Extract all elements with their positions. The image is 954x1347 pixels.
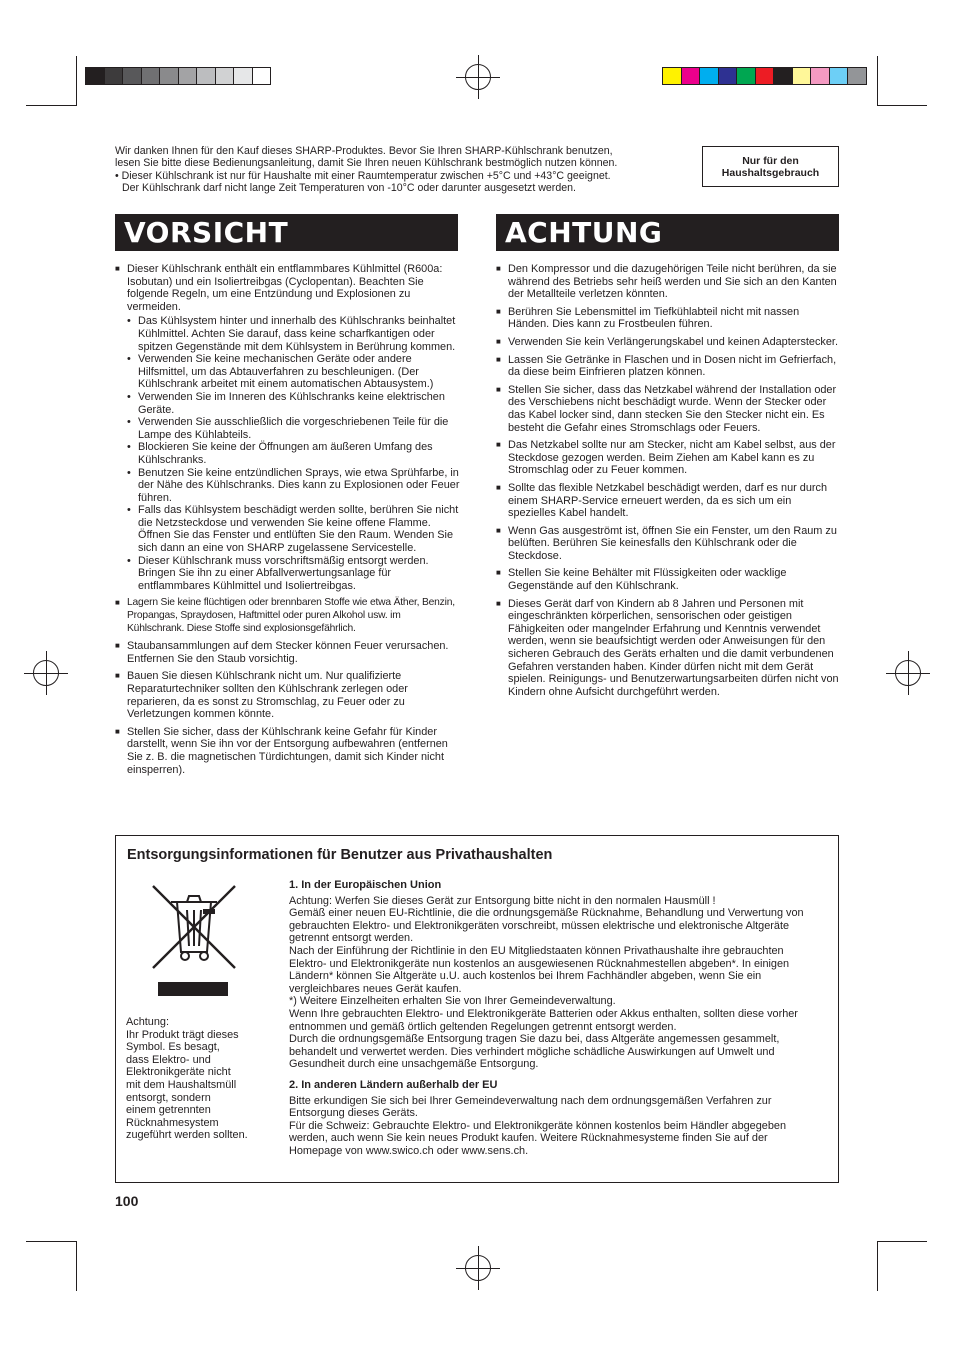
refrigerant-rule: • Benutzen Sie keine entzündlichen Sprays, wie etwa Sprühfarbe, in der Nähe des Kühlschranks. Dies kann zu Explosionen oder Feuer führen.	[127, 467, 460, 505]
symbol-text-line: einem getrennten	[126, 1104, 211, 1117]
color-swatch	[718, 67, 738, 85]
vorsicht-item-dust: ■ Staubansammlungen auf dem Stecker können Feuer verursachen. Entfernen Sie den Staub vorsichtig.	[115, 640, 460, 665]
symbol-text-line: Rücknahmesystem	[126, 1116, 219, 1129]
symbol-text-line: entsorgt, sondern	[126, 1091, 211, 1104]
achtung-item: ■ Berühren Sie Lebensmittel im Tiefkühlabteil nicht mit nassen Händen. Dies kann zu Frostbeulen führen.	[496, 306, 841, 331]
eu-paragraph: Wenn Ihre gebrauchten Elektro- und Elektronikgeräte Batterien oder Akkus enthalten, sollten diese vorher entnommen und gemäß örtlich geltenden Regelungen getrennt entsorgt werden.	[289, 1007, 798, 1033]
vorsicht-item-modify: ■ Bauen Sie diesen Kühlschrank nicht um. Nur qualifizierte Reparaturtechniker sollten den Kühlschrank zerlegen oder reparieren, da es sonst zu Stromschlag, zu Feuer oder zu Verletzungen kommen könnte.	[115, 670, 460, 720]
symbol-explanation	[126, 1016, 281, 1142]
achtung-item: ■ Sollte das flexible Netzkabel beschädigt werden, darf es nur durch einem SHARP-Service erneuert werden, da es sich um ein spezielles Kabel handelt.	[496, 482, 841, 520]
achtung-banner: ACHTUNG	[496, 214, 839, 251]
color-swatch	[215, 67, 235, 85]
color-swatch	[736, 67, 756, 85]
vorsicht-column	[115, 263, 460, 781]
disposal-title: Entsorgungsinformationen für Benutzer aus Privathaushalten	[127, 847, 553, 863]
eu-paragraph: Nach der Einführung der Richtlinie in den EU Mitgliedstaaten können Privathaushalte ihre gebrauchten Elektro- und Elektronikgeräte nun kostenlos an ausgewiesenen Rücknahmestellen abgeben*. In einigen Ländern* können Sie Altgeräte u.U. auch kostenlos bei Ihrem Fachhändler abgeben, wenn Sie ein vergleichbares neues Gerät kaufen.	[289, 944, 790, 995]
color-swatch	[159, 67, 179, 85]
page-number: 100	[115, 1193, 139, 1209]
symbol-text-line: Elektronikgeräte nicht	[126, 1066, 231, 1079]
symbol-text-line: Ihr Produkt trägt dieses	[126, 1028, 239, 1041]
intro-line-1: Wir danken Ihnen für den Kauf dieses SHARP-Produktes. Bevor Sie Ihren SHARP-Kühlschrank benutzen,	[115, 145, 613, 157]
color-swatch	[85, 67, 105, 85]
registration-mark-left	[33, 660, 59, 686]
other-countries-heading: 2. In anderen Ländern außerhalb der EU	[289, 1078, 498, 1091]
registration-mark-bottom	[465, 1255, 491, 1281]
eu-paragraph: Durch die ordnungsgemäße Entsorgung tragen Sie dazu bei, dass Altgeräte angemessen gesammelt, behandelt und verwertet werden. Dies verhindert mögliche schädliche Auswirkungen auf Umwelt und Gesundheit durch eine unsachgemäße Entsorgung.	[289, 1033, 780, 1071]
color-swatch	[233, 67, 253, 85]
color-swatch	[699, 67, 719, 85]
achtung-item: ■ Verwenden Sie kein Verlängerungskabel und keinen Adapterstecker.	[496, 336, 841, 349]
eu-paragraph: *) Weitere Einzelheiten erhalten Sie von Ihrer Gemeindeverwaltung.	[289, 995, 616, 1008]
eu-paragraph: Gemäß einer neuen EU-Richtlinie, die die ordnungsgemäße Rücknahme, Behandlung und Verwertung von gebrauchten Elektro- und Elektronikgeräten vorschreibt, müssen elektrische und elektronische Altgeräte getrennt entsorgt werden.	[289, 907, 804, 945]
symbol-text-line: zugeführt werden sollten.	[126, 1129, 248, 1142]
vorsicht-banner: VORSICHT	[115, 214, 458, 251]
intro-text	[115, 145, 700, 195]
achtung-item: ■ Dieses Gerät darf von Kindern ab 8 Jahren und Personen mit eingeschränkten körperlichen, sensorischen oder geistigen Fähigkeiten oder mangelnder Erfahrung und Kenntnis verwendet werden, wenn sie beaufsichtigt werden oder Anweisungen für den sicheren Gebrauch des Geräts erhalten und die damit verbundenen Gefahren verstanden haben. Kinder dürfen nicht mit dem Gerät spielen. Reinigungs- und Benutzerwartungsarbeiten dürfen nicht von Kindern ohne Aufsicht durchgeführt werden.	[496, 598, 841, 699]
color-swatch	[196, 67, 216, 85]
refrigerant-rule: • Verwenden Sie im Inneren des Kühlschranks keine elektrischen Geräte.	[127, 391, 460, 416]
color-swatch	[847, 67, 867, 85]
achtung-column	[496, 263, 841, 703]
symbol-text-line: dass Elektro- und	[126, 1053, 211, 1066]
color-swatch	[829, 67, 849, 85]
disposal-info-box	[115, 835, 839, 1183]
intro-line-4: Der Kühlschrank darf nicht lange Zeit Temperaturen von -10°C oder darunter ausgesetzt werden.	[122, 182, 576, 195]
color-swatch	[810, 67, 830, 85]
other-paragraph: Bitte erkundigen Sie sich bei Ihrer Gemeindeverwaltung nach dem ordnungsgemäßen Verfahren zur Entsorgung dieses Geräts.	[289, 1094, 772, 1120]
achtung-item: ■ Lassen Sie Getränke in Flaschen und in Dosen nicht im Gefrierfach, da diese beim Einfrieren platzen können.	[496, 354, 841, 379]
achtung-item: ■ Wenn Gas ausgeströmt ist, öffnen Sie ein Fenster, um den Raum zu belüften. Berühren Sie keinesfalls den Kühlschrank oder die Steckdose.	[496, 525, 841, 563]
achtung-item: ■ Stellen Sie keine Behälter mit Flüssigkeiten oder wacklige Gegenstände auf den Kühlschrank.	[496, 567, 841, 592]
vorsicht-item-refrigerant: ■ Dieser Kühlschrank enthält ein entflammbares Kühlmittel (R600a: Isobutan) und ein Isoliertreibgas (Cyclopentan). Beachten Sie folgende Regeln, um eine Entzündung und Explosionen zu vermeiden. • Das Kühlsystem hinter und innerhalb des Kühlschranks beinhaltet Kühlmittel. Achten Sie darauf, dass keine scharfkantigen oder spitzen Gegenstände mit dem Kühlsystem in Berührung kommen. • Verwenden Sie keine mechanischen Geräte oder andere Hilfsmittel, um das Abtauverfahren zu beschleunigen. (Der Kühlschrank arbeitet mit einem automatischen Abtausystem.) • Verwenden Sie im Inneren des Kühlschranks keine elektrischen Geräte. • Verwenden Sie ausschließlich die vorgeschriebenen Teile für die Lampe des Kühlabteils. • Blockieren Sie keine der Öffnungen am äußeren Umfang des Kühlschranks. • Benutzen Sie keine entzündlichen Sprays, wie etwa Sprühfarbe, in der Nähe des Kühlschranks. Dies kann zu Explosionen oder Feuer führen. • Falls das Kühlsystem beschädigt werden sollte, berühren Sie nicht die Netzsteckdose und verwenden Sie keine offene Flamme. Öffnen Sie das Fenster und entlüften Sie den Raum. Wenden Sie sich dann an eine von SHARP zugelassene Servicestelle. • Dieser Kühlschrank muss vorschriftsmäßig entsorgt werden. Bringen Sie ihn zu einer Abfallverwertungsanlage für entflammbares Kühlmittel und Isoliertreibgas.	[115, 263, 460, 592]
badge-line-1: Nur für den	[742, 154, 799, 167]
household-use-badge	[702, 146, 839, 187]
color-swatch	[792, 67, 812, 85]
color-swatch	[662, 67, 682, 85]
eu-paragraph: Achtung: Werfen Sie dieses Gerät zur Entsorgung bitte nicht in den normalen Hausmüll !	[289, 894, 716, 907]
refrigerant-rule: • Blockieren Sie keine der Öffnungen am äußeren Umfang des Kühlschranks.	[127, 441, 460, 466]
symbol-text-line: Symbol. Es besagt,	[126, 1041, 220, 1054]
other-paragraph: Für die Schweiz: Gebrauchte Elektro- und Elektronikgeräte können kostenlos beim Händler abgegeben werden, auch wenn Sie kein neues Produkt kaufen. Weitere Rücknahmesysteme finden Sie auf der Homepage von www.swico.ch oder www.sens.ch.	[289, 1119, 787, 1157]
color-swatch	[252, 67, 272, 85]
eu-heading: 1. In der Europäischen Union	[289, 879, 442, 891]
disposal-details	[289, 879, 814, 1157]
vorsicht-item-children: ■ Stellen Sie sicher, dass der Kühlschrank keine Gefahr für Kinder darstellt, wenn Sie ihn vor der Entsorgung aufbewahren (entfernen Sie z. B. die magnetischen Türdichtungen, damit sich Kinder nicht einsperren).	[115, 726, 460, 776]
refrigerant-rule: • Falls das Kühlsystem beschädigt werden sollte, berühren Sie nicht die Netzsteckdose und verwenden Sie keine offene Flamme. Öffnen Sie das Fenster und entlüften Sie den Raum. Wenden Sie sich dann an eine von SHARP zugelassene Servicestelle.	[127, 504, 460, 554]
refrigerant-rule: • Verwenden Sie keine mechanischen Geräte oder andere Hilfsmittel, um das Abtauverfahren zu beschleunigen. (Der Kühlschrank arbeitet mit einem automatischen Abtausystem.)	[127, 353, 460, 391]
refrigerant-rule: • Das Kühlsystem hinter und innerhalb des Kühlschranks beinhaltet Kühlmittel. Achten Sie darauf, dass keine scharfkantigen oder spitzen Gegenstände mit dem Kühlsystem in Berührung kommen.	[127, 315, 460, 353]
refrigerant-rules-list	[127, 315, 460, 592]
symbol-text-line: Achtung:	[126, 1016, 169, 1028]
vorsicht-item-volatile: ■ Lagern Sie keine flüchtigen oder brennbaren Stoffe wie etwa Äther, Benzin, Propangas, Spraydosen, Haftmittel oder puren Alkohol usw. im Kühlschrank. Diese Stoffe sind explosionsgefährlich.	[115, 597, 460, 635]
refrigerant-rule: • Dieser Kühlschrank muss vorschriftsmäßig entsorgt werden. Bringen Sie ihn zu einer Abfallverwertungsanlage für entflammbares Kühlmittel und Isoliertreibgas.	[127, 555, 460, 593]
achtung-item: ■ Den Kompressor und die dazugehörigen Teile nicht berühren, da sie während des Betriebs sehr heiß werden und Sie sich an den Kanten der Metallteile verletzen könnten.	[496, 263, 841, 301]
color-swatch	[141, 67, 161, 85]
color-swatch	[122, 67, 142, 85]
symbol-text-line: mit dem Haushaltsmüll	[126, 1078, 237, 1091]
intro-line-2: lesen Sie bitte diese Bedienungsanleitung, damit Sie Ihren neuen Kühlschrank bestmöglich nutzen können.	[115, 157, 618, 170]
registration-mark-top	[465, 64, 491, 90]
achtung-item: ■ Das Netzkabel sollte nur am Stecker, nicht am Kabel selbst, aus der Steckdose gezogen werden. Beim Ziehen am Kabel kann es zu Stromschlag oder zu Feuer kommen.	[496, 439, 841, 477]
intro-line-3: • Dieser Kühlschrank ist nur für Haushalte mit einer Raumtemperatur zwischen +5°C und +43°C geeignet.	[115, 169, 611, 182]
color-swatch	[681, 67, 701, 85]
registration-mark-right	[895, 660, 921, 686]
color-swatch	[104, 67, 124, 85]
achtung-item: ■ Stellen Sie sicher, dass das Netzkabel während der Installation oder des Verschiebens nicht beschädigt wurde. Wenn der Stecker oder das Kabel locker sind, dann stecken Sie den Stecker nicht ein. Es besteht die Gefahr eines Stromschlags oder Feuers.	[496, 384, 841, 434]
color-swatch	[178, 67, 198, 85]
badge-line-2: Haushaltsgebrauch	[721, 166, 820, 179]
weee-crossed-bin-icon	[149, 880, 239, 1000]
color-swatch	[773, 67, 793, 85]
color-swatch	[755, 67, 775, 85]
refrigerant-rule: • Verwenden Sie ausschließlich die vorgeschriebenen Teile für die Lampe des Kühlabteils.	[127, 416, 460, 441]
